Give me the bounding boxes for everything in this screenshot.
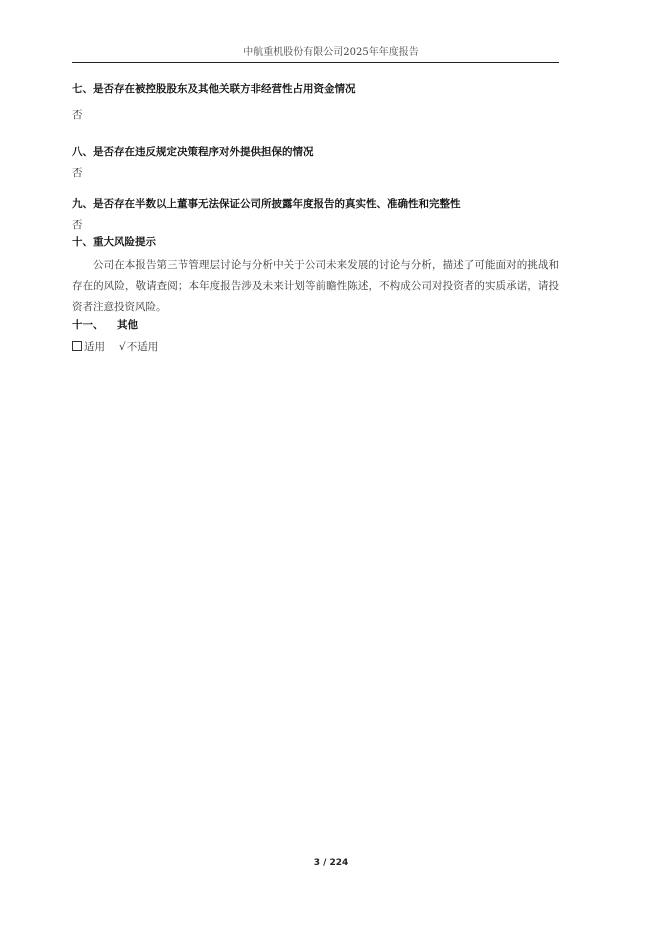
section-9-answer: 否: [72, 219, 83, 231]
section-7-answer: 否: [72, 109, 83, 121]
section-11-number: 十一、: [72, 319, 104, 331]
section-8-answer: 否: [72, 167, 83, 179]
empty-checkbox-icon: [72, 341, 82, 351]
page-number: 3 / 224: [313, 858, 349, 868]
section-9-heading: 九、是否存在半数以上董事无法保证公司所披露年度报告的真实性、准确性和完整性: [72, 198, 461, 210]
section-7-heading: 七、是否存在被控股股东及其他关联方非经营性占用资金情况: [72, 83, 356, 95]
risk-warning-paragraph: 公司在本报告第三节管理层讨论与分析中关于公司未来发展的讨论与分析，描述了可能面对的挑战和存在的风险，敬请查阅；本年度报告涉及未来计划等前瞻性陈述，不构成公司对投资者的实质承诺，请投资者注意投资风险。: [72, 259, 559, 313]
section-11-heading: [72, 318, 138, 332]
option-applicable-label: 适用: [84, 341, 105, 353]
check-mark-icon: √: [119, 341, 126, 353]
section-11-title: 其他: [117, 319, 138, 331]
report-header-title: 中航重机股份有限公司2025年年度报告: [243, 47, 419, 58]
applicability-options: [72, 340, 158, 354]
option-not-applicable-label: 不适用: [126, 341, 159, 353]
section-8-heading: 八、是否存在违反规定决策程序对外提供担保的情况: [72, 146, 314, 158]
section-10-heading: 十、重大风险提示: [72, 236, 156, 248]
header-divider: [72, 62, 559, 63]
